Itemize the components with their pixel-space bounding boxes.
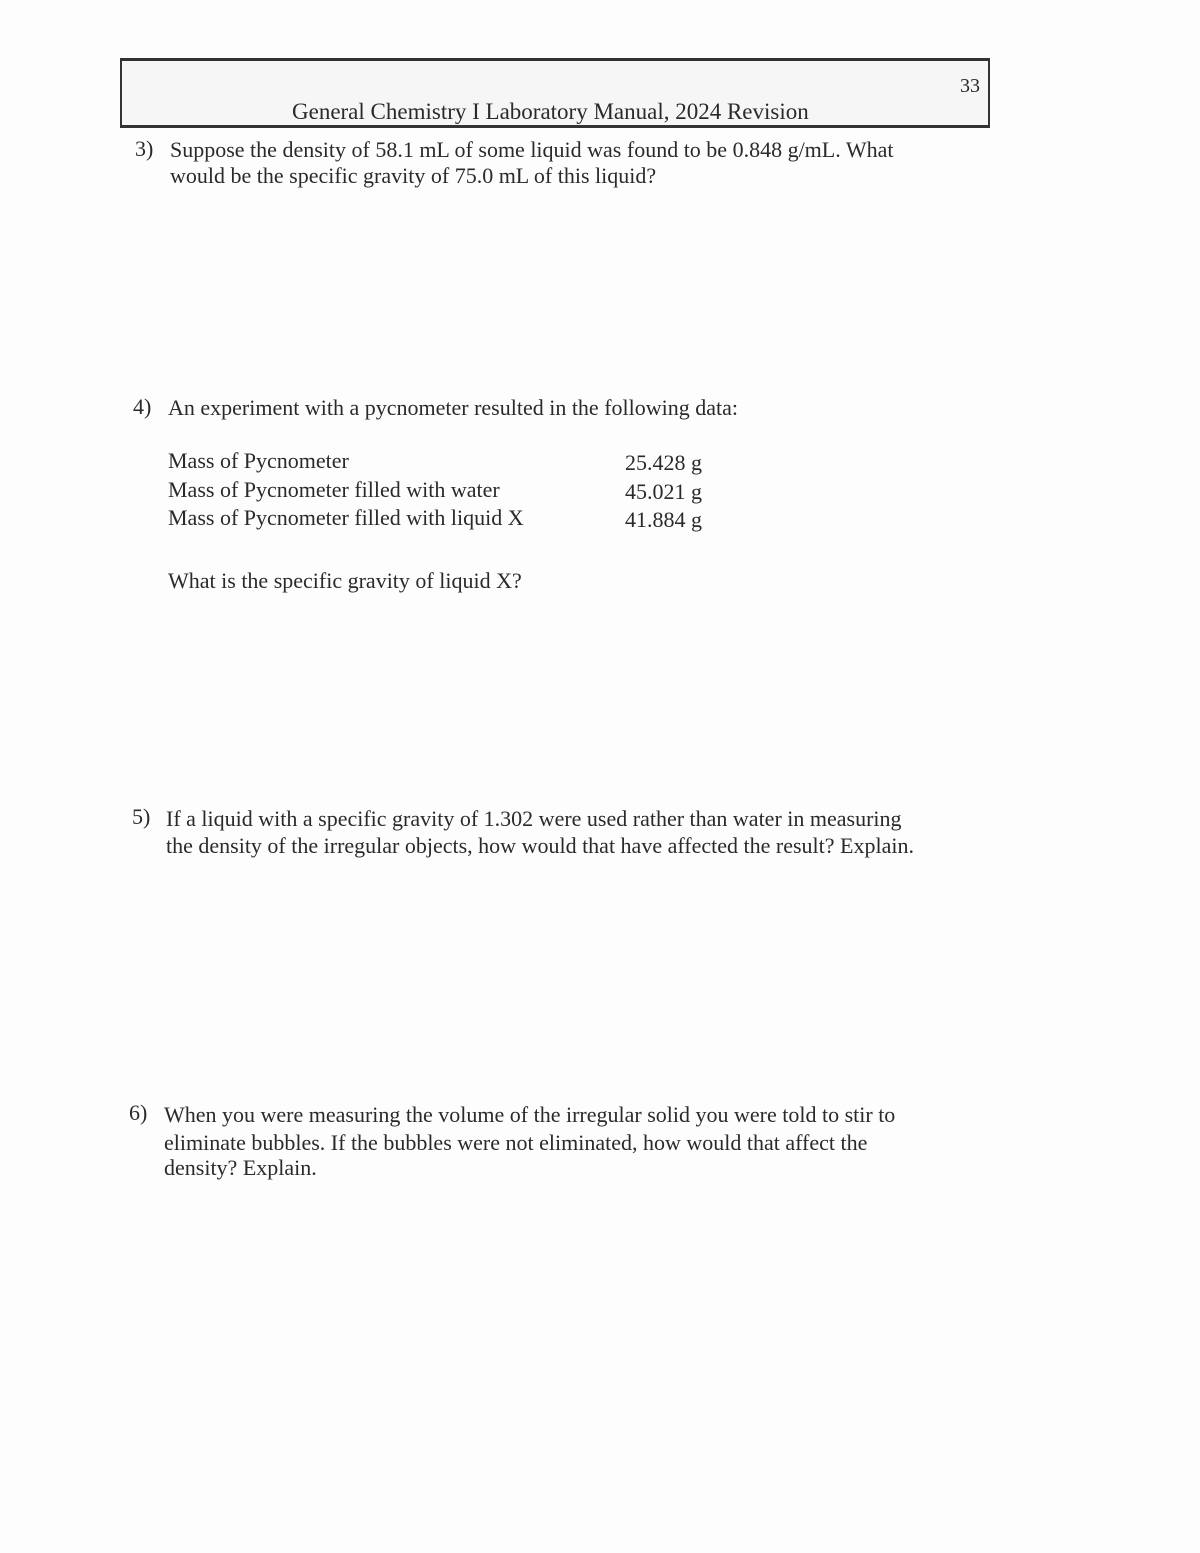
question-text: eliminate bubbles. If the bubbles were not eliminated, how would that affect the [164, 1130, 868, 1155]
data-label: Mass of Pycnometer filled with liquid X [168, 505, 524, 530]
data-value: 41.884 g [625, 507, 702, 532]
question-text: An experiment with a pycnometer resulted in the following data: [168, 395, 739, 420]
question-text: density? Explain. [164, 1155, 317, 1180]
page-number: 33 [960, 75, 980, 97]
question-number: 5) [132, 804, 151, 829]
question-number: 4) [133, 394, 152, 419]
question-text: would be the specific gravity of 75.0 mL of this liquid? [170, 163, 657, 188]
page-header [120, 58, 990, 128]
followup-question: What is the specific gravity of liquid X? [168, 568, 522, 593]
question-number: 3) [135, 136, 154, 161]
data-label: Mass of Pycnometer [168, 448, 349, 473]
question-text: If a liquid with a specific gravity of 1.302 were used rather than water in measuring [166, 806, 902, 831]
data-value: 25.428 g [625, 450, 702, 475]
question-number: 6) [129, 1100, 148, 1125]
manual-title: General Chemistry I Laboratory Manual, 2024 Revision [292, 99, 809, 124]
data-value: 45.021 g [625, 479, 702, 504]
data-label: Mass of Pycnometer filled with water [168, 477, 500, 502]
question-text: Suppose the density of 58.1 mL of some liquid was found to be 0.848 g/mL. What [170, 137, 894, 162]
question-text: the density of the irregular objects, how would that have affected the result? Explain. [166, 833, 914, 858]
question-text: When you were measuring the volume of the irregular solid you were told to stir to [164, 1102, 896, 1127]
